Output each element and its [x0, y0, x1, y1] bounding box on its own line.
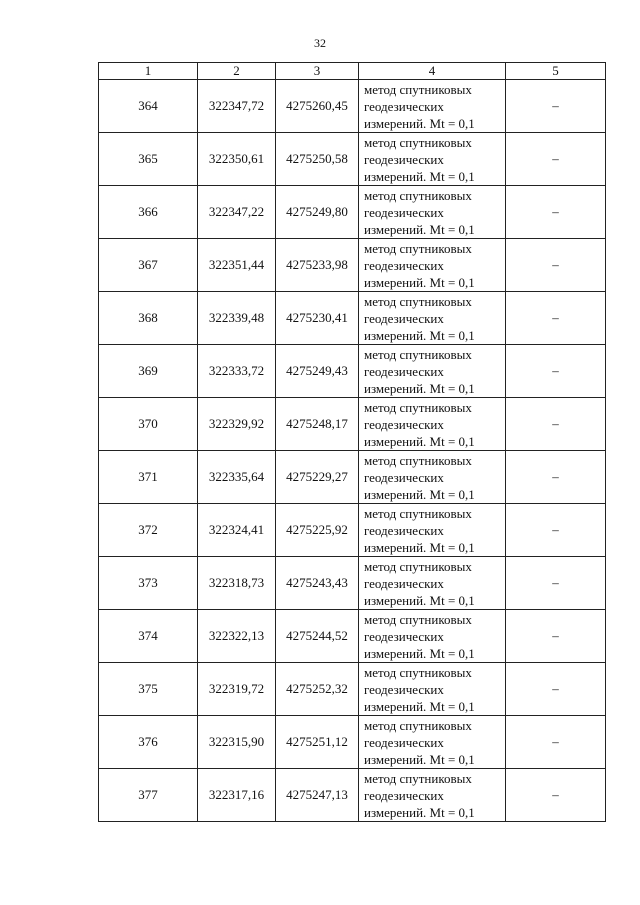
- note-cell: –: [506, 80, 606, 133]
- method-line: метод спутниковых: [364, 346, 472, 362]
- method-line: измерений. Mt = 0,1: [364, 804, 475, 820]
- table-row: [99, 186, 606, 239]
- x-coordinate-cell: 322333,72: [198, 345, 276, 398]
- point-number-cell: 371: [99, 451, 198, 504]
- table-row: [99, 239, 606, 292]
- method-line: измерений. Mt = 0,1: [364, 592, 475, 608]
- method-line: метод спутниковых: [364, 452, 472, 468]
- method-cell: [359, 239, 506, 292]
- method-line: измерений. Mt = 0,1: [364, 486, 475, 502]
- point-number-cell: 376: [99, 716, 198, 769]
- y-coordinate-cell: 4275244,52: [276, 610, 359, 663]
- method-line: геодезических: [364, 469, 444, 485]
- point-number-cell: 373: [99, 557, 198, 610]
- point-number-cell: 365: [99, 133, 198, 186]
- method-line: метод спутниковых: [364, 134, 472, 150]
- method-cell: [359, 557, 506, 610]
- y-coordinate-cell: 4275243,43: [276, 557, 359, 610]
- method-line: измерений. Mt = 0,1: [364, 698, 475, 714]
- method-cell: [359, 186, 506, 239]
- method-line: метод спутниковых: [364, 81, 472, 97]
- method-line: геодезических: [364, 734, 444, 750]
- point-number-cell: 372: [99, 504, 198, 557]
- method-line: геодезических: [364, 681, 444, 697]
- note-cell: –: [506, 557, 606, 610]
- method-cell: [359, 504, 506, 557]
- table-header: [99, 63, 606, 80]
- method-cell: [359, 133, 506, 186]
- header-col-5: 5: [506, 63, 606, 80]
- method-line: измерений. Mt = 0,1: [364, 539, 475, 555]
- x-coordinate-cell: 322324,41: [198, 504, 276, 557]
- method-cell: [359, 451, 506, 504]
- table-row: [99, 398, 606, 451]
- method-cell: [359, 345, 506, 398]
- x-coordinate-cell: 322318,73: [198, 557, 276, 610]
- note-cell: –: [506, 345, 606, 398]
- method-cell: [359, 292, 506, 345]
- method-line: геодезических: [364, 787, 444, 803]
- method-line: геодезических: [364, 575, 444, 591]
- method-line: измерений. Mt = 0,1: [364, 327, 475, 343]
- method-line: геодезических: [364, 416, 444, 432]
- method-cell: [359, 398, 506, 451]
- table-row: [99, 769, 606, 822]
- point-number-cell: 370: [99, 398, 198, 451]
- x-coordinate-cell: 322319,72: [198, 663, 276, 716]
- table-row: [99, 292, 606, 345]
- point-number-cell: 374: [99, 610, 198, 663]
- method-line: метод спутниковых: [364, 240, 472, 256]
- method-line: геодезических: [364, 363, 444, 379]
- method-line: метод спутниковых: [364, 558, 472, 574]
- y-coordinate-cell: 4275251,12: [276, 716, 359, 769]
- table-row: [99, 610, 606, 663]
- x-coordinate-cell: 322339,48: [198, 292, 276, 345]
- method-line: измерений. Mt = 0,1: [364, 274, 475, 290]
- header-row: [99, 63, 606, 80]
- y-coordinate-cell: 4275230,41: [276, 292, 359, 345]
- point-number-cell: 366: [99, 186, 198, 239]
- note-cell: –: [506, 292, 606, 345]
- note-cell: –: [506, 504, 606, 557]
- note-cell: –: [506, 186, 606, 239]
- y-coordinate-cell: 4275252,32: [276, 663, 359, 716]
- x-coordinate-cell: 322317,16: [198, 769, 276, 822]
- header-col-1: 1: [99, 63, 198, 80]
- table-row: [99, 451, 606, 504]
- y-coordinate-cell: 4275249,80: [276, 186, 359, 239]
- point-number-cell: 367: [99, 239, 198, 292]
- header-col-3: 3: [276, 63, 359, 80]
- y-coordinate-cell: 4275248,17: [276, 398, 359, 451]
- x-coordinate-cell: 322315,90: [198, 716, 276, 769]
- note-cell: –: [506, 398, 606, 451]
- method-line: геодезических: [364, 257, 444, 273]
- x-coordinate-cell: 322322,13: [198, 610, 276, 663]
- method-line: измерений. Mt = 0,1: [364, 380, 475, 396]
- y-coordinate-cell: 4275229,27: [276, 451, 359, 504]
- note-cell: –: [506, 716, 606, 769]
- x-coordinate-cell: 322329,92: [198, 398, 276, 451]
- y-coordinate-cell: 4275233,98: [276, 239, 359, 292]
- table-row: [99, 345, 606, 398]
- method-line: метод спутниковых: [364, 717, 472, 733]
- note-cell: –: [506, 133, 606, 186]
- note-cell: –: [506, 451, 606, 504]
- x-coordinate-cell: 322347,22: [198, 186, 276, 239]
- y-coordinate-cell: 4275225,92: [276, 504, 359, 557]
- method-line: измерений. Mt = 0,1: [364, 221, 475, 237]
- method-cell: [359, 610, 506, 663]
- point-number-cell: 375: [99, 663, 198, 716]
- method-cell: [359, 80, 506, 133]
- method-line: геодезических: [364, 151, 444, 167]
- y-coordinate-cell: 4275250,58: [276, 133, 359, 186]
- x-coordinate-cell: 322350,61: [198, 133, 276, 186]
- method-line: метод спутниковых: [364, 770, 472, 786]
- y-coordinate-cell: 4275247,13: [276, 769, 359, 822]
- note-cell: –: [506, 610, 606, 663]
- method-line: метод спутниковых: [364, 293, 472, 309]
- note-cell: –: [506, 769, 606, 822]
- x-coordinate-cell: 322351,44: [198, 239, 276, 292]
- x-coordinate-cell: 322347,72: [198, 80, 276, 133]
- method-line: измерений. Mt = 0,1: [364, 168, 475, 184]
- point-number-cell: 369: [99, 345, 198, 398]
- method-line: геодезических: [364, 628, 444, 644]
- table-row: [99, 716, 606, 769]
- point-number-cell: 364: [99, 80, 198, 133]
- table-row: [99, 80, 606, 133]
- method-line: метод спутниковых: [364, 399, 472, 415]
- method-line: измерений. Mt = 0,1: [364, 433, 475, 449]
- method-cell: [359, 716, 506, 769]
- y-coordinate-cell: 4275260,45: [276, 80, 359, 133]
- method-cell: [359, 663, 506, 716]
- method-line: измерений. Mt = 0,1: [364, 645, 475, 661]
- table-row: [99, 133, 606, 186]
- coordinates-table: [98, 62, 606, 822]
- table-row: [99, 557, 606, 610]
- note-cell: –: [506, 663, 606, 716]
- method-line: геодезических: [364, 204, 444, 220]
- method-line: измерений. Mt = 0,1: [364, 751, 475, 767]
- method-line: метод спутниковых: [364, 187, 472, 203]
- table-row: [99, 663, 606, 716]
- note-cell: –: [506, 239, 606, 292]
- method-line: геодезических: [364, 98, 444, 114]
- x-coordinate-cell: 322335,64: [198, 451, 276, 504]
- method-cell: [359, 769, 506, 822]
- header-col-4: 4: [359, 63, 506, 80]
- method-line: метод спутниковых: [364, 505, 472, 521]
- method-line: измерений. Mt = 0,1: [364, 115, 475, 131]
- point-number-cell: 377: [99, 769, 198, 822]
- table-body: [99, 80, 606, 822]
- method-line: геодезических: [364, 522, 444, 538]
- y-coordinate-cell: 4275249,43: [276, 345, 359, 398]
- table-row: [99, 504, 606, 557]
- header-col-2: 2: [198, 63, 276, 80]
- method-line: метод спутниковых: [364, 611, 472, 627]
- point-number-cell: 368: [99, 292, 198, 345]
- page-number: 32: [314, 36, 326, 50]
- method-line: геодезических: [364, 310, 444, 326]
- method-line: метод спутниковых: [364, 664, 472, 680]
